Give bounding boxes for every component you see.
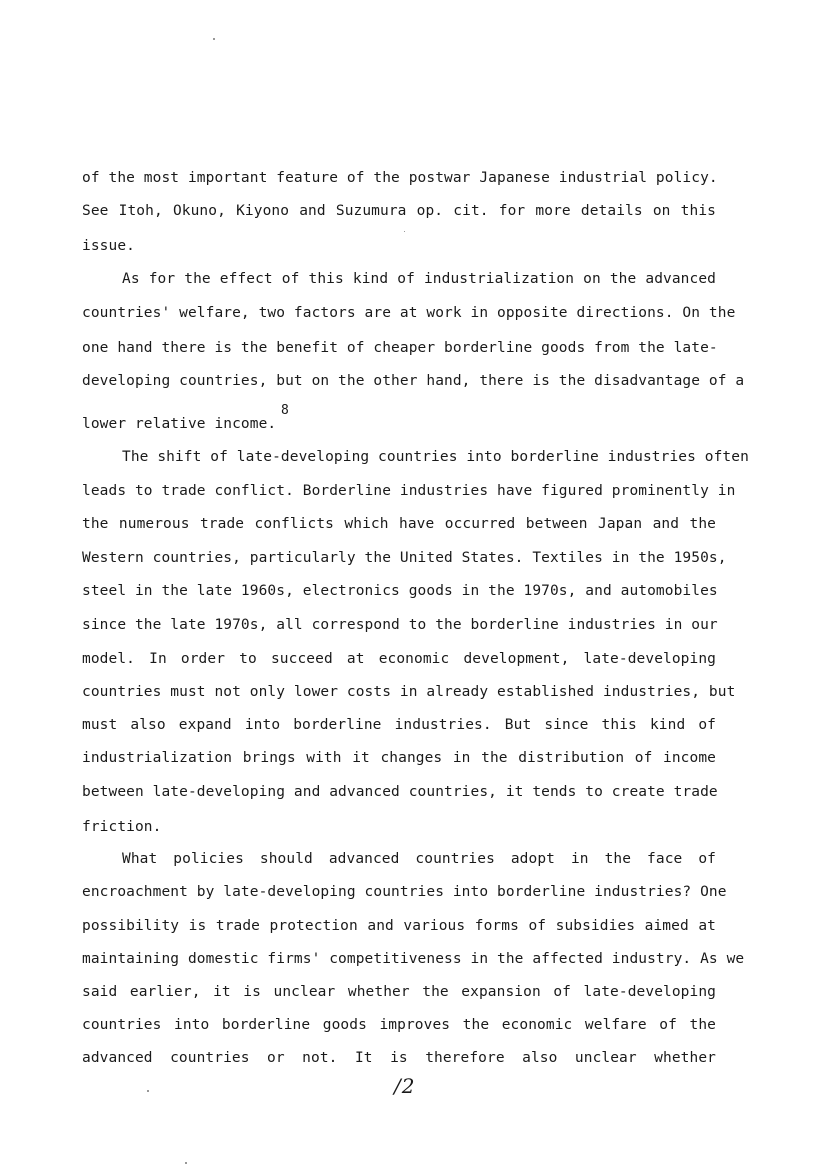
text-line: industrialization brings with it changes in the distribution of income [82,750,716,766]
footnote-marker: 8 [281,403,289,418]
text-line: friction. [82,819,162,835]
text-line: leads to trade conflict. Borderline industries have figured prominently in [82,483,736,499]
text-line: one hand there is the benefit of cheaper borderline goods from the late- [82,340,718,356]
scan-speck [213,38,215,40]
text-line: possibility is trade protection and various forms of subsidies aimed at [82,918,716,934]
text-line: Western countries, particularly the United States. Textiles in the 1950s, [82,550,727,566]
text-line: model. In order to succeed at economic development, late-developing [82,651,716,667]
text-line: advanced countries or not. It is therefore also unclear whether [82,1050,716,1066]
page-number: /2 [394,1074,416,1098]
text-line: countries into borderline goods improves the economic welfare of the [82,1017,716,1033]
text-line: steel in the late 1960s, electronics goods in the 1970s, and automobiles [82,583,718,599]
text-line: lower relative income. [82,416,277,432]
scan-speck [404,231,405,232]
text-line: between late-developing and advanced countries, it tends to create trade [82,784,718,800]
text-line: developing countries, but on the other hand, there is the disadvantage of a [82,373,745,389]
text-line: maintaining domestic firms' competitiveness in the affected industry. As we [82,951,745,967]
text-line: must also expand into borderline industries. But since this kind of [82,717,716,733]
text-line: See Itoh, Okuno, Kiyono and Suzumura op. cit. for more details on this [82,203,716,219]
text-line: countries' welfare, two factors are at work in opposite directions. On the [82,305,736,321]
text-line: of the most important feature of the postwar Japanese industrial policy. [82,170,718,186]
scan-speck [185,1162,187,1164]
scan-speck [147,1090,149,1092]
paragraph-first-line: As for the effect of this kind of industrialization on the advanced [122,271,716,287]
text-line: issue. [82,238,135,254]
text-line: since the late 1970s, all correspond to the borderline industries in our [82,617,718,633]
text-line: the numerous trade conflicts which have occurred between Japan and the [82,516,716,532]
text-line: countries must not only lower costs in already established industries, but [82,684,736,700]
text-line: encroachment by late-developing countries into borderline industries? One [82,884,727,900]
paragraph-first-line: What policies should advanced countries adopt in the face of [122,851,716,867]
text-line: said earlier, it is unclear whether the expansion of late-developing [82,984,716,1000]
paragraph-first-line: The shift of late-developing countries into borderline industries often [122,449,749,465]
